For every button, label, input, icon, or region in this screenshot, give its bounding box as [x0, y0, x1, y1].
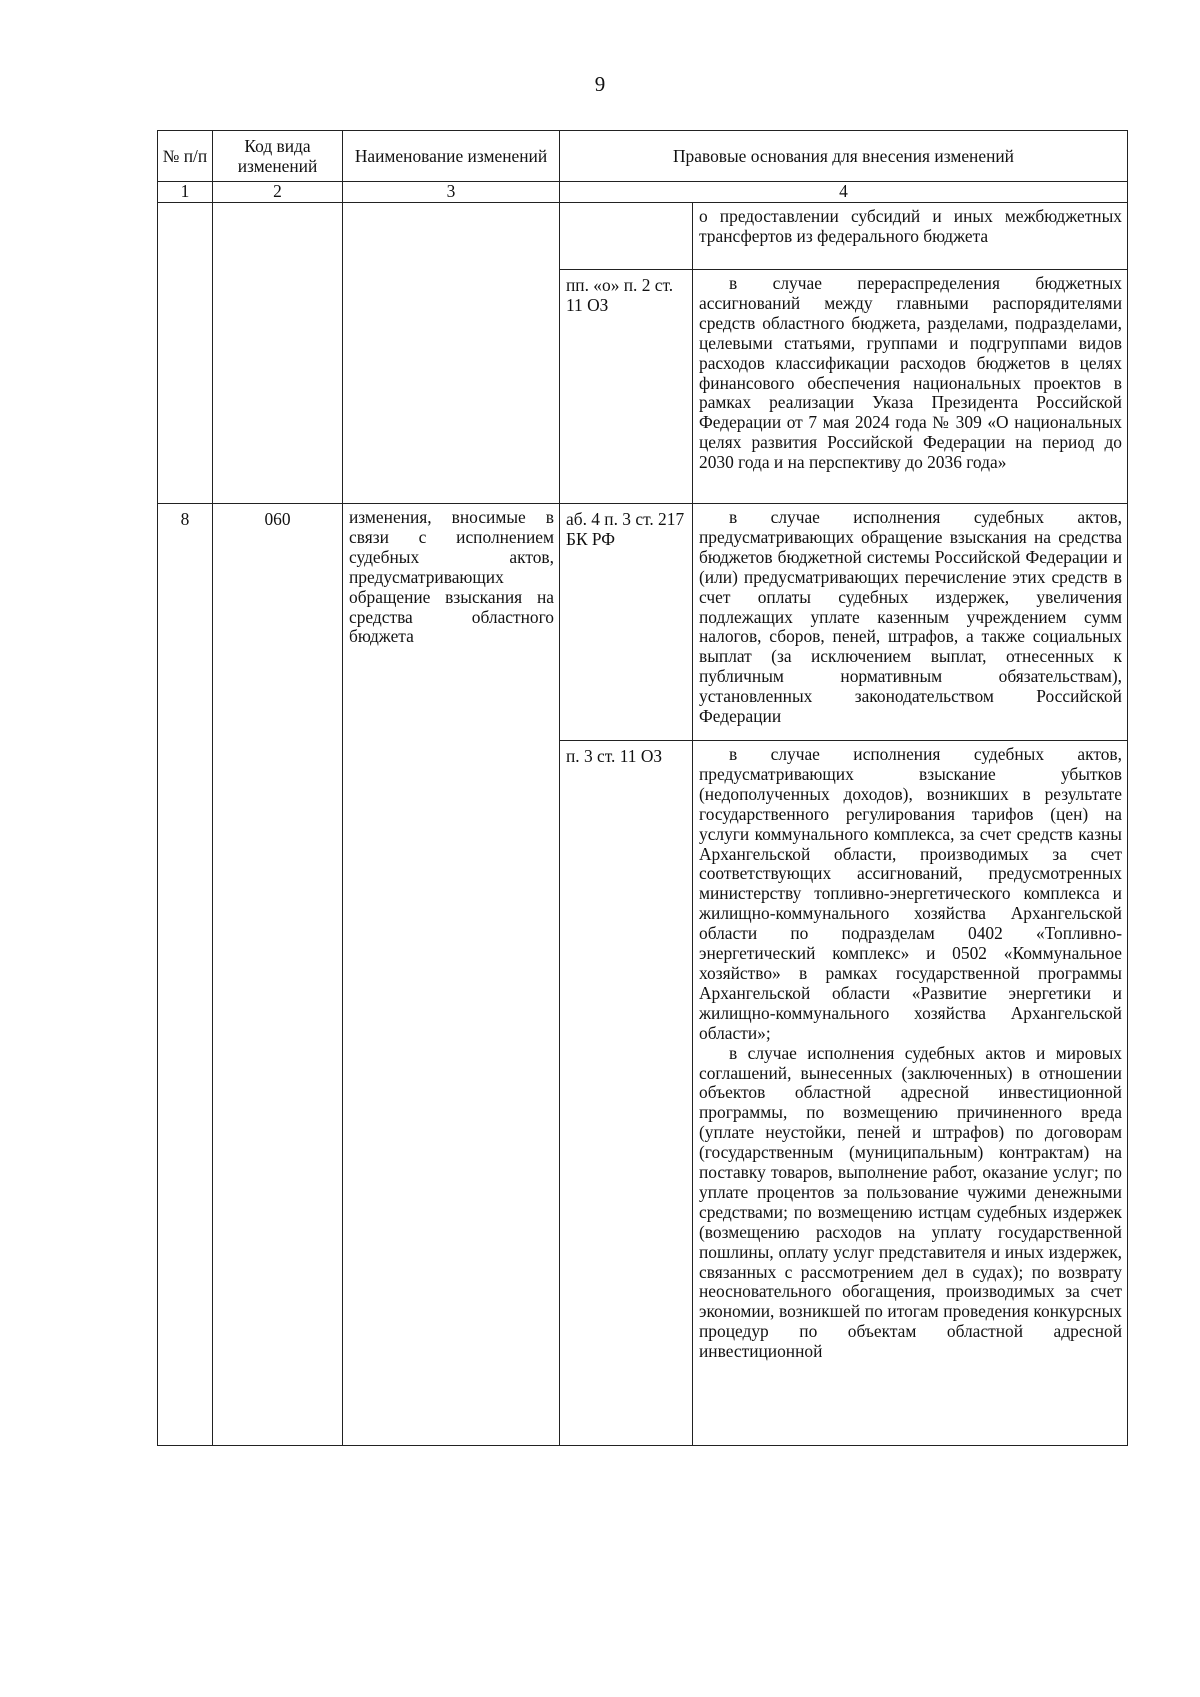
- change-name: изменения, вносимые в связи с исполнением судебных актов, предусматривающих обращение взыскания на средства областного бюджета: [349, 507, 554, 647]
- basis-ref: пп. «о» п. 2 ст. 11 ОЗ: [560, 270, 693, 504]
- page-number: 9: [594, 72, 606, 96]
- row-num-cell: 8: [158, 504, 213, 1446]
- header-basis: Правовые основания для внесения изменений: [560, 131, 1128, 182]
- basis-ref: п. 3 ст. 11 ОЗ: [560, 741, 693, 1446]
- row-name-cell: [343, 203, 560, 504]
- basis-text: [693, 203, 1128, 270]
- table-row: [158, 203, 1128, 270]
- column-number-row: [158, 182, 1128, 203]
- row-name-cell: [343, 504, 560, 1446]
- col-number-2: 2: [213, 182, 343, 203]
- col-number-3: 3: [343, 182, 560, 203]
- row-code-cell: [213, 203, 343, 504]
- basis-paragraph: в случае исполнения судебных актов, предусматривающих взыскание убытков (недополученных доходов), возникших в результате государственного регулирования тарифов (цен) на услуги коммунального комплекса, за счет средств казны Архангельской области, производимых за счет соответствующих ассигнований, предусмотренных министерству топливно-энергетического комплекса и жилищно-коммунального хозяйства Архангельской области по подразделам 0402 «Топливно-энергетический комплекс» и 0502 «Коммунальное хозяйство» в рамках государственной программы Архангельской области «Развитие энергетики и жилищно-коммунального хозяйства Архангельской области»;: [699, 744, 1122, 1043]
- col-number-1: 1: [158, 182, 213, 203]
- header-num: № п/п: [158, 131, 213, 182]
- header-code: Код вида изменений: [213, 131, 343, 182]
- basis-paragraph: в случае исполнения судебных актов и мировых соглашений, вынесенных (заключенных) в отношении объектов областной адресной инвестиционной программы, по возмещению причиненного вреда (уплате неустойки, пеней и штрафов) по договорам (государственным (муниципальным) контрактам) на поставку товаров, выполнение работ, оказание услуг; по уплате процентов за пользование чужими денежными средствами; по возмещению истцам судебных издержек (возмещению расходов на уплату государственной пошлины, оплату услуг представителя и иных издержек, связанных с рассмотрением дел в судах); по возврату неосновательного обогащения, производимых за счет экономии, возникшей по итогам проведения конкурсных процедур по объектам областной адресной инвестиционной: [699, 1042, 1122, 1362]
- basis-ref: аб. 4 п. 3 ст. 217 БК РФ: [560, 504, 693, 741]
- col-number-4: 4: [560, 182, 1128, 203]
- basis-paragraph: в случае перераспределения бюджетных ассигнований между главными распорядителями средств областного бюджета, разделами, подразделами, целевыми статьями, группами и подгруппами видов расходов классификации расходов бюджетов в целях финансового обеспечения национальных проектов в рамках реализации Указа Президента Российской Федерации от 7 мая 2024 года № 309 «О национальных целях развития Российской Федерации на период до 2030 года и на перспективу до 2036 года»: [699, 273, 1122, 473]
- table-row: [158, 504, 1128, 741]
- basis-text: [693, 270, 1128, 504]
- row-num-cell: [158, 203, 213, 504]
- row-code-cell: 060: [213, 504, 343, 1446]
- basis-paragraph: о предоставлении субсидий и иных межбюджетных трансфертов из федерального бюджета: [699, 206, 1122, 246]
- changes-table: [157, 130, 1128, 1446]
- table-header-row: [158, 131, 1128, 182]
- header-name: Наименование изменений: [343, 131, 560, 182]
- basis-text: [693, 741, 1128, 1446]
- basis-paragraph: в случае исполнения судебных актов, предусматривающих обращение взыскания на средства бюджетов бюджетной системы Российской Федерации и (или) предусматривающих перечисление этих средств в счет оплаты судебных издержек, увеличения подлежащих уплате казенным учреждением сумм налогов, сборов, пеней, штрафов, а также социальных выплат (за исключением выплат, отнесенных к публичным нормативным обязательствам), установленных законодательством Российской Федерации: [699, 507, 1122, 727]
- basis-text: [693, 504, 1128, 741]
- basis-ref: [560, 203, 693, 270]
